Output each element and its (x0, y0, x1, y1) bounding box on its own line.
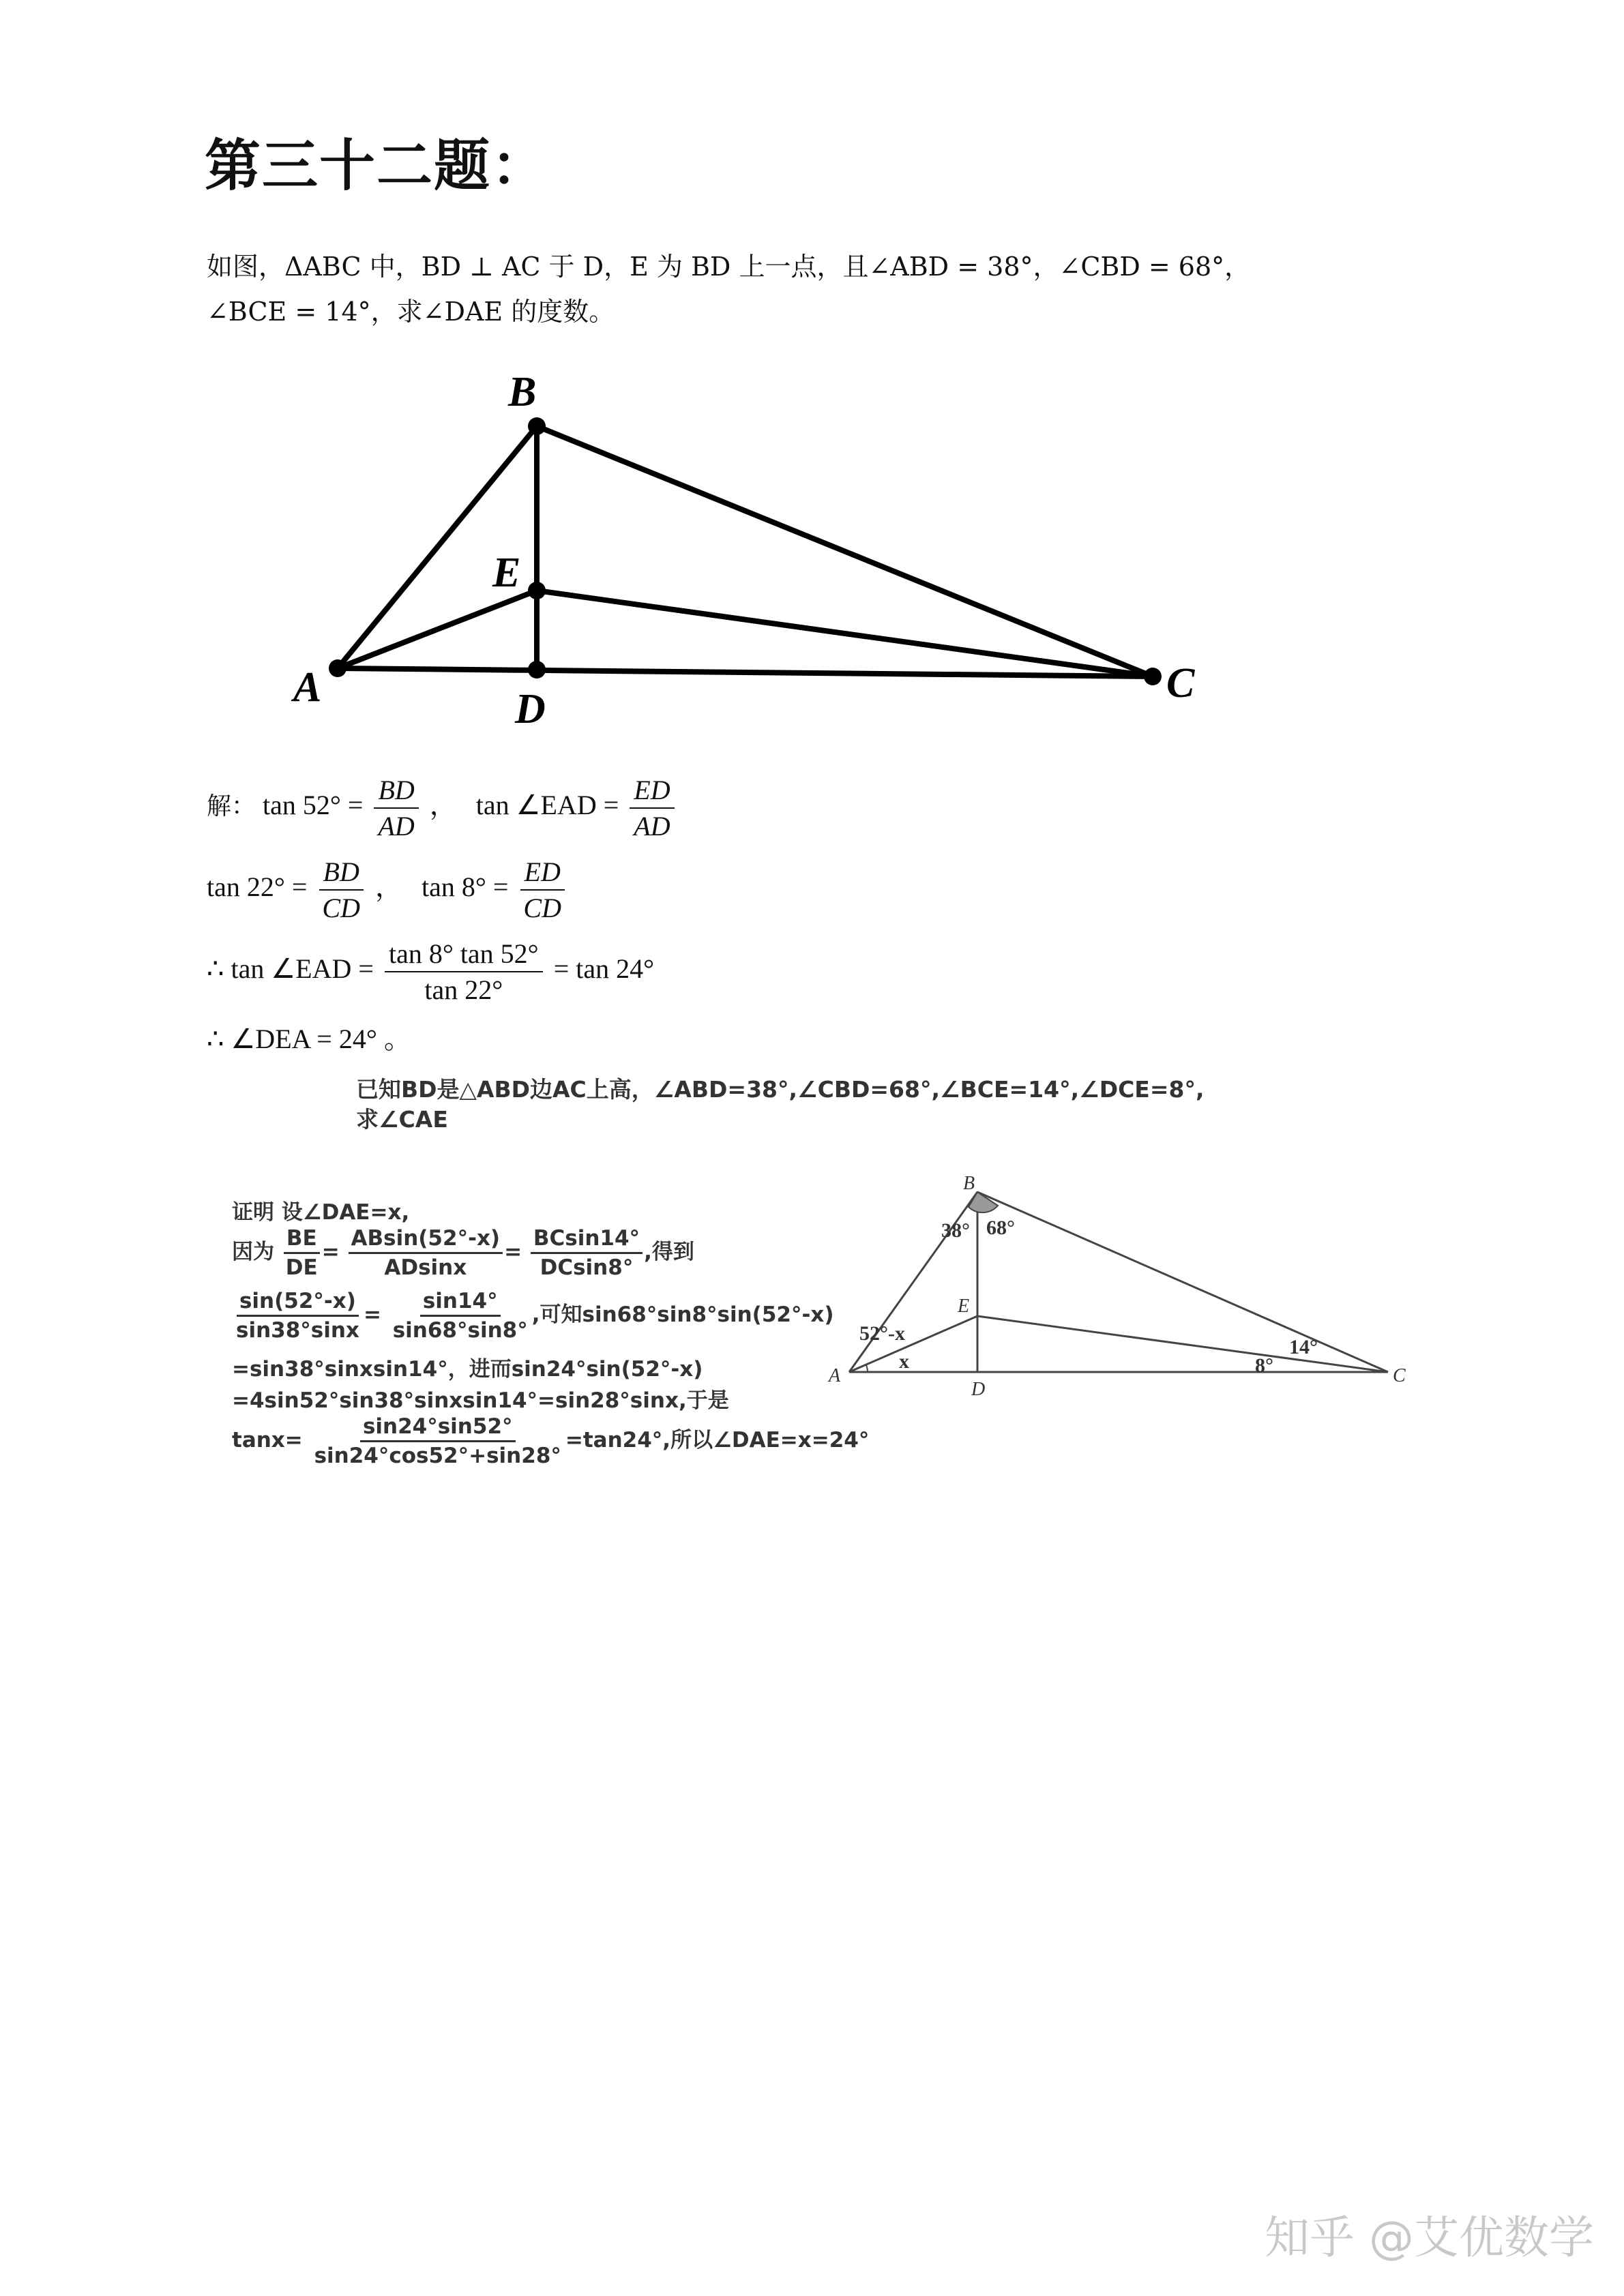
problem-line-1: 如图，ΔABC 中，BD ⊥ AC 于 D，E 为 BD 上一点，且∠ABD = 38°，∠CBD = 68°， (207, 252, 1251, 282)
page-title: 第三十二题： (205, 134, 549, 198)
fraction-tan-product: $\frac{\tan 8^\circ \tan 52^\circ}{\tan 22^\circ}$ (385, 938, 543, 1006)
proof-line-4: =sin38°sinxsin14°，进而sin24°sin(52°-x) (232, 1357, 703, 1382)
point-e (528, 582, 546, 599)
solution-row-1 (207, 774, 679, 842)
fraction-be-de: $\frac{BE}{DE}$ (283, 1226, 321, 1280)
tan52-lhs: tan 52° = (263, 790, 364, 821)
label2-a: A (829, 1365, 841, 1386)
label-a: A (293, 664, 322, 711)
proof-line-1: 证明 设∠DAE=x, (232, 1200, 410, 1225)
label2-c: C (1393, 1365, 1406, 1386)
segment-bc (537, 426, 1153, 676)
segment-ac (338, 668, 1153, 676)
given-line-2: 求∠CAE (356, 1106, 448, 1133)
angle-label-68: 68° (986, 1217, 1015, 1239)
tan22-lhs: tan 22° = (207, 871, 308, 903)
label-b: B (508, 369, 537, 415)
fraction-sin52x: $\frac{\sin(52^\circ-x)}{\sin 38^\circ\sin x}$ (236, 1289, 359, 1343)
proof-line-5: =4sin52°sin38°sinxsin14°=sin28°sinx,于是 (232, 1388, 729, 1413)
fraction-sin14: $\frac{\sin 14^\circ}{\sin 68^\circ\sin 8^\circ}$ (392, 1289, 528, 1343)
fraction-tanx: $\frac{\sin 24^\circ\sin 52^\circ}{\sin 24^\circ\cos 52^\circ+\sin 28^\circ}$ (314, 1414, 561, 1468)
watermark: 知乎 @艾优数学 (1265, 2211, 1594, 2264)
angle-label-8: 8° (1255, 1354, 1273, 1377)
proof-line-3: $\frac{\sin(52^\circ-x)}{\sin 38^\circ\sin x}$ = $\frac{\sin 14^\circ}{\sin 68^\circ\sin 8^\circ}$ ,可知sin68°sin8°sin(52°-x) (232, 1289, 834, 1343)
therefore-tan-ead: ∴ tan ∠EAD = (207, 953, 374, 985)
separator: ， (375, 871, 402, 903)
proof-line-2: 因为 $\frac{BE}{DE}$ = $\frac{ABsin(52^\circ-x)}{ADsinx}$ = $\frac{BCsin14^\circ}{DCsin8^\circ}$ ,得到 (232, 1226, 694, 1280)
fraction-ed-cd: $\frac{ED}{CD}$ (519, 856, 565, 924)
label-c: C (1166, 660, 1195, 706)
point-c (1144, 668, 1162, 685)
label2-d: D (971, 1379, 986, 1400)
tan8-lhs: tan 8° = (422, 871, 509, 903)
fraction-bcsin: $\frac{BCsin14^\circ}{DCsin8^\circ}$ (531, 1226, 643, 1280)
solution-row-3 (207, 938, 654, 1006)
angle-b-mark (969, 1192, 998, 1212)
tan24-result: = tan 24° (553, 953, 655, 985)
point-b (528, 417, 546, 435)
fraction-ed-ad: $\frac{ED}{AD}$ (630, 774, 674, 842)
label-e: E (492, 550, 521, 596)
point-d (528, 661, 546, 679)
fraction-bd-ad: $\frac{BD}{AD}$ (374, 774, 418, 842)
proof-line-6: tanx= $\frac{\sin 24^\circ\sin 52^\circ}{\sin 24^\circ\cos 52^\circ+\sin 28^\circ}$ =tan24°,所以∠DAE=x=24° (232, 1414, 870, 1468)
solution-row-2 (207, 856, 570, 924)
angle-label-x: x (899, 1350, 909, 1373)
angle-label-14: 14° (1289, 1336, 1318, 1358)
triangle-figure (0, 0, 1624, 750)
solution-conclusion: ∴ ∠DEA = 24° 。 (207, 1024, 411, 1054)
problem-line-2: ∠BCE = 14°，求∠DAE 的度数。 (207, 297, 615, 327)
fraction-absin: $\frac{ABsin(52^\circ-x)}{ADsinx}$ (349, 1226, 503, 1280)
separator: ， (429, 790, 457, 821)
angle-label-38: 38° (941, 1219, 970, 1242)
angle-label-52x: 52°-x (859, 1322, 905, 1345)
label2-e: E (958, 1296, 970, 1317)
label2-b: B (963, 1173, 975, 1194)
tan-ead-lhs: tan ∠EAD = (475, 790, 619, 821)
given-line-1: 已知BD是△ABD边AC上高，∠ABD=38°,∠CBD=68°,∠BCE=14°,∠DCE=8°, (356, 1076, 1205, 1103)
label-d: D (515, 686, 546, 732)
fraction-bd-cd: $\frac{BD}{CD}$ (318, 856, 364, 924)
segment-ec (537, 591, 1153, 676)
point-a (329, 659, 346, 677)
proof-triangle-figure (805, 1173, 1419, 1405)
solution-prefix: 解： (207, 792, 256, 821)
